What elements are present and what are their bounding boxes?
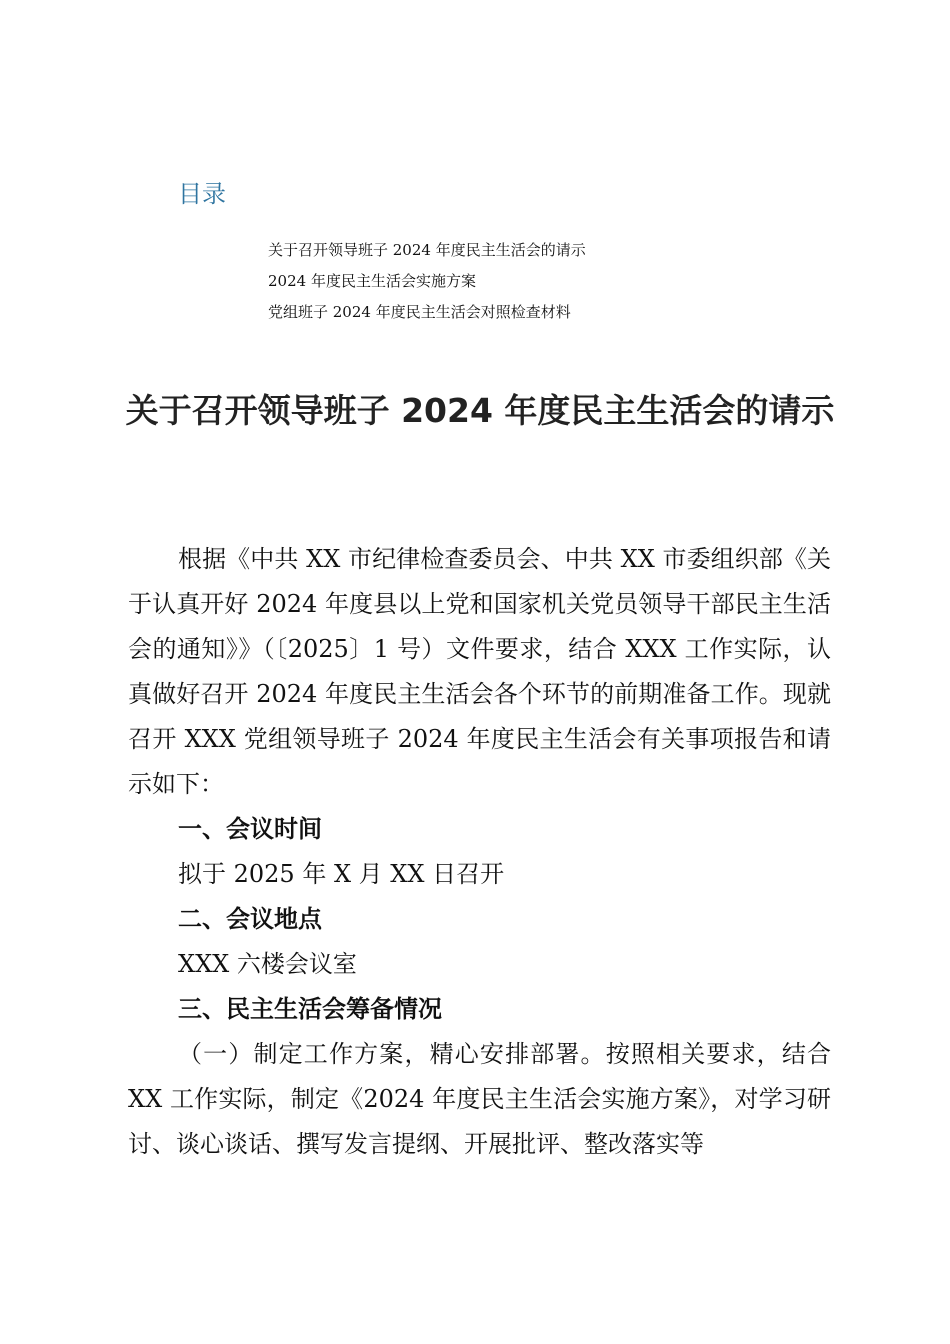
document-body: [128, 537, 831, 1167]
toc-item[interactable]: 关于召开领导班子 2024 年度民主生活会的请示: [268, 241, 586, 259]
section-content-location: XXX 六楼会议室: [178, 950, 357, 978]
section-heading-time: 一、会议时间: [178, 815, 322, 843]
section-content-time: 拟于 2025 年 X 月 XX 日召开: [178, 860, 505, 888]
toc-list: [268, 235, 586, 328]
section-heading-preparation: 三、民主生活会筹备情况: [178, 995, 442, 1023]
section-heading-location: 二、会议地点: [178, 905, 322, 933]
intro-paragraph: 根据《中共 XX 市纪律检查委员会、中共 XX 市委组织部《关于认真开好 2024 年度县以上党和国家机关党员领导干部民主生活会的通知》》（〔2025〕1 号）文件要求，结合 XXX 工作实际，认真做好召开 2024 年度民主生活会各个环节的前期准备工作。现就召开 XXX 党组领导班子 2024 年度民主生活会有关事项报告和请示如下：: [128, 545, 831, 798]
toc-item[interactable]: 党组班子 2024 年度民主生活会对照检查材料: [268, 303, 571, 321]
toc-item[interactable]: 2024 年度民主生活会实施方案: [268, 272, 476, 290]
subsection-paragraph: （一）制定工作方案，精心安排部署。按照相关要求，结合 XX 工作实际，制定《2024 年度民主生活会实施方案》，对学习研讨、谈心谈话、撰写发言提纲、开展批评、整改落实等: [128, 1040, 831, 1158]
document-title: 关于召开领导班子 2024 年度民主生活会的请示: [125, 391, 835, 430]
toc-heading: 目录: [178, 180, 226, 208]
